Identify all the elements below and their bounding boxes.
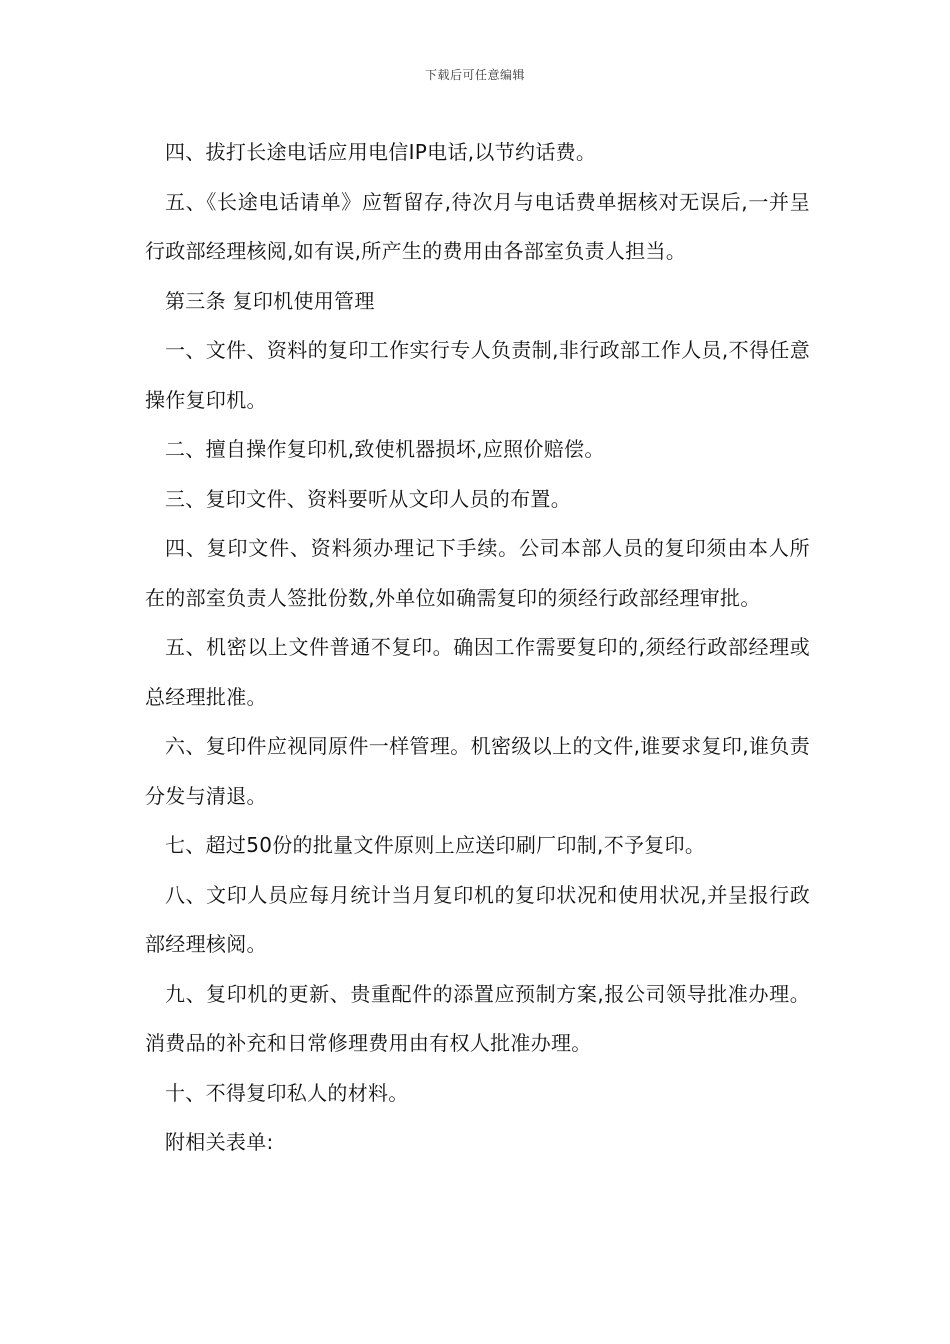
paragraph-copier-rule-6: 六、复印件应视同原件一样管理。机密级以上的文件,谁要求复印,谁负责分发与清退。 — [145, 734, 810, 808]
paragraph-copier-rule-2: 二、擅自操作复印机,致使机器损坏,应照价赔偿。 — [165, 437, 605, 461]
paragraph-copier-rule-7: 七、超过50份的批量文件原则上应送印刷厂印制,不予复印。 — [165, 833, 706, 857]
paragraph-copier-rule-9: 九、复印机的更新、贵重配件的添置应预制方案,报公司领导批准办理。消费品的补充和日常修理费用由有权人批准办理。 — [145, 981, 810, 1055]
section-heading-copier-management: 第三条 复印机使用管理 — [165, 288, 375, 313]
paragraph-call-request-form: 五、《长途电话请单》应暂留存,待次月与电话费单据核对无误后,一并呈行政部经理核阅,如有误,所产生的费用由各部室负责人担当。 — [145, 189, 810, 263]
paragraph-copier-rule-8: 八、文印人员应每月统计当月复印机的复印状况和使用状况,并呈报行政部经理核阅。 — [145, 882, 810, 956]
paragraph-copier-rule-1: 一、文件、资料的复印工作实行专人负责制,非行政部工作人员,不得任意操作复印机。 — [145, 338, 810, 412]
paragraph-attached-forms: 附相关表单: — [165, 1130, 274, 1154]
paragraph-copier-rule-5: 五、机密以上文件普通不复印。确因工作需要复印的,须经行政部经理或总经理批准。 — [145, 635, 810, 709]
page-header: 下载后可任意编辑 — [424, 68, 525, 82]
document-body — [145, 128, 810, 1168]
paragraph-copier-rule-4: 四、复印文件、资料须办理记下手续。公司本部人员的复印须由本人所在的部室负责人签批份数,外单位如确需复印的须经行政部经理审批。 — [145, 536, 810, 610]
paragraph-copier-rule-10: 十、不得复印私人的材料。 — [165, 1080, 409, 1105]
paragraph-long-distance-ip-call: 四、拔打长途电话应用电信IP电话,以节约话费。 — [165, 140, 597, 164]
paragraph-copier-rule-3: 三、复印文件、资料要听从文印人员的布置。 — [165, 486, 571, 511]
